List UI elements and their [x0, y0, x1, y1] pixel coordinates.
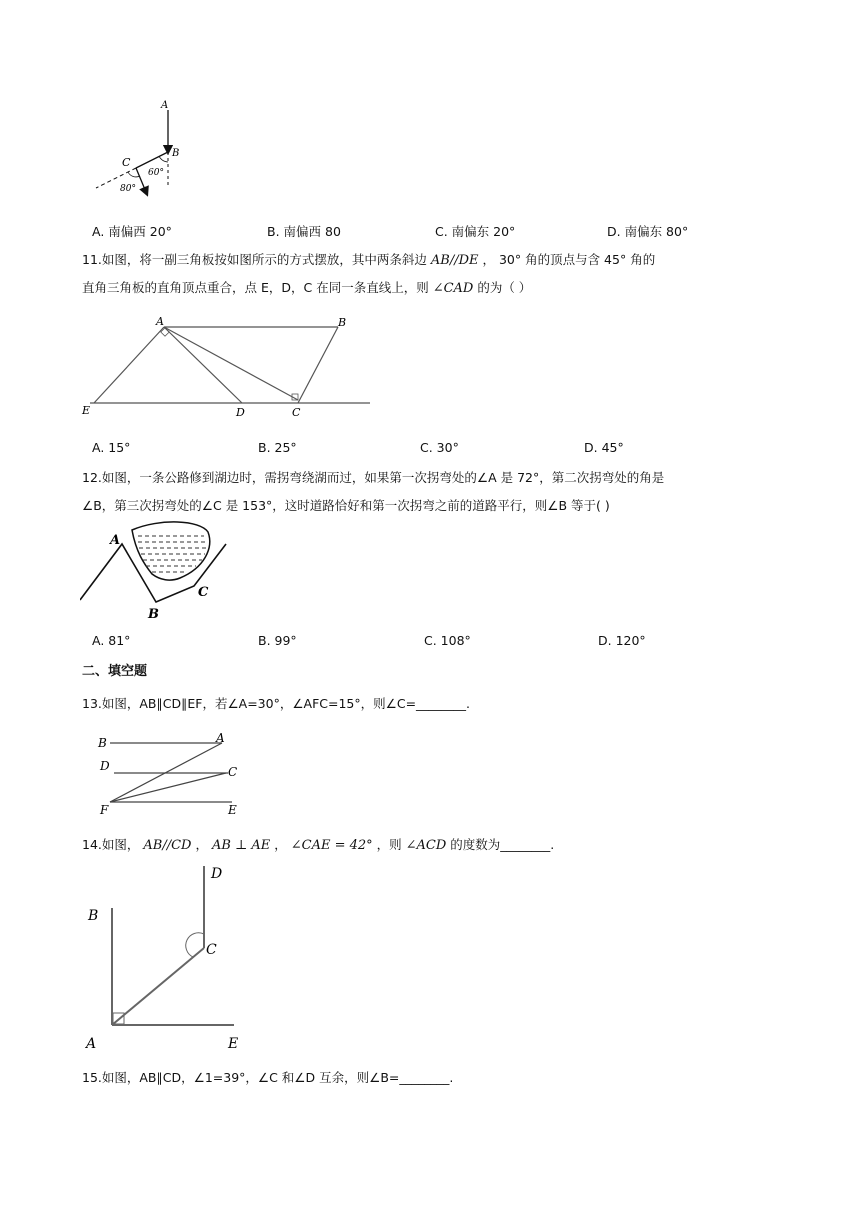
q14-figure [84, 862, 254, 1054]
q11-text-suffix: ， 30° 角的顶点与含 45° 角的 [482, 252, 656, 267]
q11-option-b: B. 25° [258, 440, 297, 455]
q11-figure [80, 310, 375, 422]
q14-math-parallel: AB//CD [143, 838, 192, 853]
q10-option-d: D. 南偏东 80° [607, 224, 689, 239]
q11-text-prefix: 11.如图，将一副三角板按如图所示的方式摆放，其中两条斜边 [82, 252, 427, 267]
q14-text-suffix: 的度数为________. [450, 837, 555, 852]
q14-math-angle-cae: ∠CAE = 42° [290, 838, 373, 853]
q12-option-c: C. 108° [424, 633, 471, 648]
q13-label-d: D [100, 759, 110, 773]
q14-sep2: ， [274, 837, 287, 852]
q14-text [82, 835, 554, 853]
q11-text-suffix2: 的为（ ） [477, 280, 532, 295]
q10-figure [88, 96, 188, 206]
q14-sep3: ，则 [376, 837, 402, 852]
q14-label-a: A [86, 1036, 97, 1052]
q13-text: 13.如图，AB∥CD∥EF，若∠A=30°，∠AFC=15°，则∠C=________. [82, 696, 471, 711]
q11-text-prefix2: 直角三角板的直角顶点重合，点 E，D，C 在同一条直线上，则 [82, 280, 429, 295]
q15-text: 15.如图，AB∥CD，∠1=39°，∠C 和∠D 互余，则∠B=________. [82, 1070, 454, 1085]
q12-text-line1: 12.如图，一条公路修到湖边时，需拐弯绕湖而过，如果第一次拐弯处的∠A 是 72°，第二次拐弯处的角是 [82, 470, 665, 485]
q11-option-c: C. 30° [420, 440, 459, 455]
q12-figure [80, 518, 232, 626]
q10-option-b: B. 南偏西 80 [267, 224, 341, 239]
q13-figure [96, 730, 246, 820]
q11-math-angle: ∠CAD [432, 281, 474, 296]
q11-option-a: A. 15° [92, 440, 131, 455]
q14-math-angle-acd: ∠ACD [405, 838, 447, 853]
q11-text-line2 [82, 278, 531, 296]
q10-label-c: C [122, 156, 131, 169]
q11-text-line1 [82, 250, 655, 268]
q10-angle-60: 60° [148, 168, 164, 178]
q11-option-d: D. 45° [584, 440, 624, 455]
q14-label-d: D [211, 866, 223, 882]
q12-label-a: A [110, 533, 121, 548]
q13-label-a: A [216, 731, 225, 745]
q12-option-b: B. 99° [258, 633, 297, 648]
q10-label-a: A [161, 100, 169, 111]
q14-label-e: E [228, 1036, 239, 1052]
q14-sep1: ， [195, 837, 208, 852]
q11-label-a: A [156, 315, 164, 328]
q13-label-f: F [100, 803, 109, 817]
q14-label-c: C [206, 942, 217, 958]
q11-label-c: C [292, 406, 301, 419]
q12-option-d: D. 120° [598, 633, 646, 648]
q14-label-b: B [88, 908, 99, 924]
q11-label-b: B [338, 316, 347, 329]
q12-option-a: A. 81° [92, 633, 131, 648]
q13-label-c: C [228, 765, 238, 779]
q13-label-b: B [98, 736, 107, 750]
q12-text-line2: ∠B，第三次拐弯处的∠C 是 153°，这时道路恰好和第一次拐弯之前的道路平行，则∠B 等于( ) [82, 498, 610, 513]
q11-math-parallel: AB//DE [430, 253, 479, 268]
q10-option-c: C. 南偏东 20° [435, 224, 516, 239]
section-title-fill-in: 二、填空题 [82, 664, 148, 679]
q10-option-a: A. 南偏西 20° [92, 224, 172, 239]
q14-text-prefix: 14.如图， [82, 837, 140, 852]
q11-label-e: E [82, 404, 91, 417]
q11-label-d: D [236, 406, 245, 419]
q12-label-b: B [148, 607, 159, 622]
q12-label-c: C [198, 585, 209, 600]
q10-label-b: B [172, 148, 180, 159]
q14-math-perp: AB ⊥ AE [211, 838, 271, 853]
q13-label-e: E [228, 803, 237, 817]
q10-angle-80: 80° [120, 184, 136, 194]
